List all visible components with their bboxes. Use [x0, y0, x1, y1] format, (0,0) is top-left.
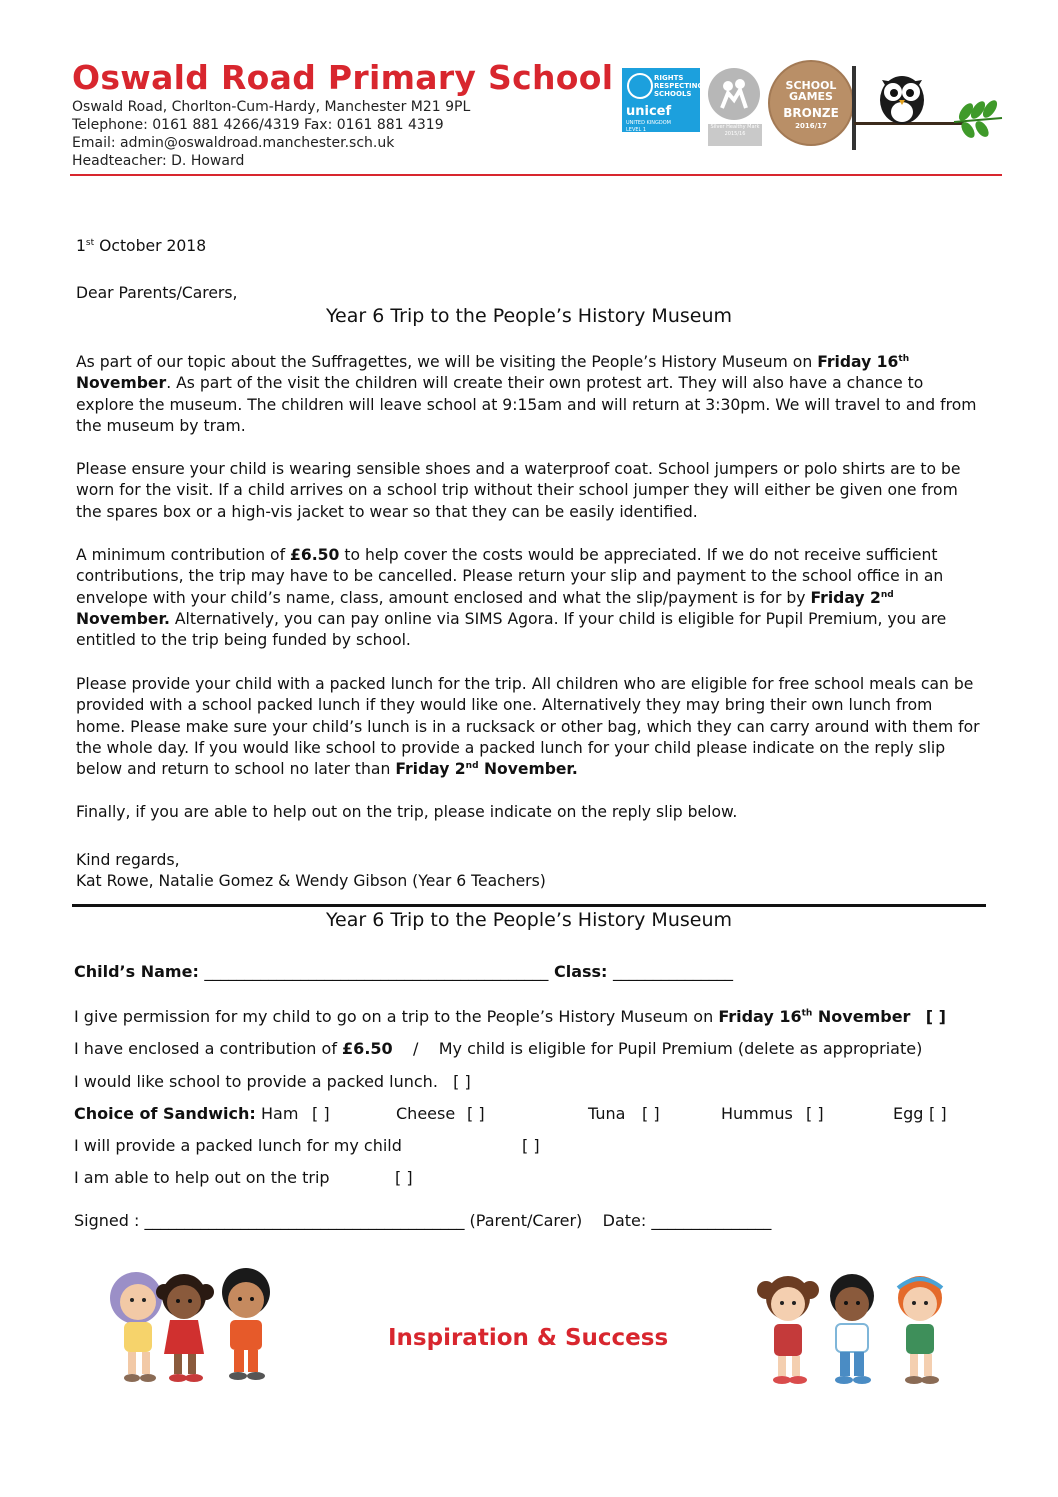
- permission-row: [74, 1007, 946, 1026]
- parent-carer-label: (Parent/Carer): [464, 1211, 583, 1230]
- games-text: SCHOOL GAMES: [785, 79, 837, 103]
- sportsmark-caption: Silver Healthy Mark 2015/16: [708, 124, 762, 146]
- sandwich-option-hummus: Hummus: [721, 1104, 793, 1123]
- own-lunch-text: I will provide a packed lunch for my child: [74, 1136, 402, 1155]
- headteacher: Headteacher: D. Howard: [72, 153, 245, 169]
- unicef-sub-text: UNITED KINGDOM: [626, 120, 671, 126]
- p4-deadline-sup: nd: [465, 761, 479, 771]
- p3-deadline-day: Friday 2: [810, 588, 881, 607]
- sandwich-checkbox-cheese[interactable]: [ ]: [467, 1104, 485, 1123]
- p3-deadline-month: November.: [76, 609, 170, 628]
- date-label: Date:: [602, 1211, 652, 1230]
- p1-date-month: November: [76, 374, 167, 393]
- sandwich-checkbox-egg[interactable]: [ ]: [929, 1104, 947, 1123]
- signed-label: Signed :: [74, 1211, 145, 1230]
- p4-deadline-day: Friday 2: [395, 760, 466, 779]
- school-email: Email: admin@oswaldroad.manchester.sch.uk: [72, 135, 395, 151]
- child-name-row: [74, 962, 733, 981]
- paragraph-clothing: Please ensure your child is wearing sensible shoes and a waterproof coat. School jumpers or polo shirts are to be worn for the visit. If a child arrives on a school trip without their school jumper they will either be given one from the spares box or a high-vis jacket to wear so that they can be easily identified.: [76, 460, 961, 521]
- sandwich-checkbox-ham[interactable]: [ ]: [312, 1104, 330, 1123]
- p1-date-sup: th: [898, 353, 910, 364]
- children-illustration-left: [96, 1262, 312, 1388]
- permission-checkbox[interactable]: [ ]: [925, 1007, 946, 1026]
- contribution-amount: £6.50: [342, 1039, 393, 1058]
- paragraph-contribution: [76, 545, 986, 651]
- games-level: BRONZE: [783, 106, 839, 120]
- packed-lunch-checkbox[interactable]: [ ]: [453, 1072, 471, 1091]
- letter-title: Year 6 Trip to the People’s History Museum: [325, 305, 733, 327]
- own-lunch-checkbox[interactable]: [ ]: [522, 1136, 540, 1155]
- unicef-rights-respecting-logo: [622, 68, 704, 133]
- p4-text-a: Please provide your child with a packed lunch for the trip. All children who are eligible for free school meals can be provided with a school packed lunch if they would like one. Alternatively they may bring their own lunch from home. Please make sure your child’s lunch is in a rucksack or other bag, which they can carry around with them for the whole day. If you would like school to provide a packed lunch for your child please indicate on the reply slip below and return to school no later than: [76, 675, 980, 779]
- sandwich-option-egg: Egg: [893, 1104, 924, 1123]
- signature-row: [74, 1211, 771, 1230]
- leaves-icon: [952, 100, 1006, 140]
- greeting: Dear Parents/Carers,: [76, 284, 238, 302]
- date-day: 1: [76, 237, 86, 255]
- date-suffix: st: [85, 237, 95, 248]
- p3-text-b: to help cover the costs would be appreciated. If we do not receive sufficient contributions, the trip may have to be cancelled. Please return your slip and payment to the school office in an envelope with your child’s name, class, amount enclosed and what the slip/payment is for by: [76, 546, 944, 607]
- sandwich-option-ham: Ham: [261, 1104, 299, 1123]
- child-name-field[interactable]: ___________________________________________: [204, 962, 549, 981]
- letter-date: [76, 236, 986, 257]
- sportsmark-logo: [708, 68, 760, 120]
- school-telephone: Telephone: 0161 881 4266/4319 Fax: 0161 881 4319: [72, 117, 444, 133]
- sandwich-checkbox-tuna[interactable]: [ ]: [642, 1104, 660, 1123]
- p1-text-c: . As part of the visit the children will create their own protest art. They will also have a chance to explore the museum. The children will leave school at 9:15am and will return at 3:30pm. We will travel to and from the museum by tram.: [76, 374, 977, 435]
- owl-icon: [872, 66, 932, 126]
- children-illustration-right: [748, 1266, 964, 1390]
- contribution-separator: /: [413, 1039, 419, 1058]
- school-games-bronze-badge: [768, 60, 854, 146]
- sandwich-option-tuna: Tuna: [588, 1104, 626, 1123]
- sandwich-checkbox-hummus[interactable]: [ ]: [806, 1104, 824, 1123]
- p1-date-day: Friday 16: [817, 353, 899, 371]
- slip-title: Year 6 Trip to the People’s History Museum: [325, 909, 733, 931]
- class-field[interactable]: _______________: [613, 962, 734, 981]
- p3-amount: £6.50: [290, 546, 340, 564]
- p1-text-a: As part of our topic about the Suffragettes, we will be visiting the People’s History Museum on: [76, 353, 818, 371]
- paragraph-trip-details: [76, 352, 986, 437]
- unicef-text: unicef: [626, 104, 672, 119]
- reply-slip-divider: [72, 904, 986, 907]
- packed-lunch-request-row: [74, 1072, 471, 1091]
- games-year: 2016/17: [795, 122, 827, 130]
- contribution-row: [74, 1039, 922, 1058]
- p3-text-a: A minimum contribution of: [76, 546, 291, 564]
- child-name-label: Child’s Name:: [74, 962, 205, 981]
- rights-respecting-text: RIGHTS RESPECTING SCHOOLS: [654, 74, 704, 98]
- p3-text-c: Alternatively, you can pay online via SIMS Agora. If your child is eligible for Pupil Premium, you are entitled to the trip being funded by school.: [76, 609, 947, 650]
- header-divider: [70, 174, 1002, 176]
- packed-lunch-request-text: I would like school to provide a packed lunch.: [74, 1072, 438, 1091]
- sandwich-option-cheese: Cheese: [396, 1104, 456, 1123]
- globe-icon: [627, 73, 653, 99]
- permission-date-sup: th: [801, 1008, 813, 1019]
- paragraph-help: Finally, if you are able to help out on the trip, please indicate on the reply slip below.: [76, 803, 738, 821]
- paragraph-packed-lunch: [76, 674, 986, 780]
- permission-date-month: November: [812, 1007, 911, 1026]
- p4-deadline-month: November.: [478, 760, 578, 779]
- owl-divider: [852, 66, 856, 150]
- signoff: Kind regards,: [76, 851, 180, 869]
- class-label: Class:: [548, 962, 614, 981]
- help-out-text: I am able to help out on the trip: [74, 1168, 330, 1187]
- date-rest: October 2018: [94, 237, 207, 255]
- permission-text: I give permission for my child to go on a trip to the People’s History Museum on: [74, 1007, 719, 1026]
- contribution-text: I have enclosed a contribution of: [74, 1039, 343, 1058]
- school-name: Oswald Road Primary School: [72, 58, 614, 97]
- permission-date-day: Friday 16: [718, 1007, 802, 1026]
- school-motto: Inspiration & Success: [388, 1325, 669, 1351]
- sandwich-label: Choice of Sandwich:: [74, 1104, 256, 1123]
- pupil-premium-text: My child is eligible for Pupil Premium (delete as appropriate): [438, 1039, 923, 1058]
- date-field[interactable]: _______________: [651, 1211, 772, 1230]
- signature-field[interactable]: ________________________________________: [144, 1211, 465, 1230]
- help-out-checkbox[interactable]: [ ]: [395, 1168, 413, 1187]
- signatories: Kat Rowe, Natalie Gomez & Wendy Gibson (Year 6 Teachers): [76, 872, 546, 890]
- school-address: Oswald Road, Chorlton-Cum-Hardy, Manchester M21 9PL: [72, 99, 471, 115]
- unicef-level-text: LEVEL 1: [626, 127, 647, 133]
- p3-deadline-sup: nd: [880, 589, 894, 600]
